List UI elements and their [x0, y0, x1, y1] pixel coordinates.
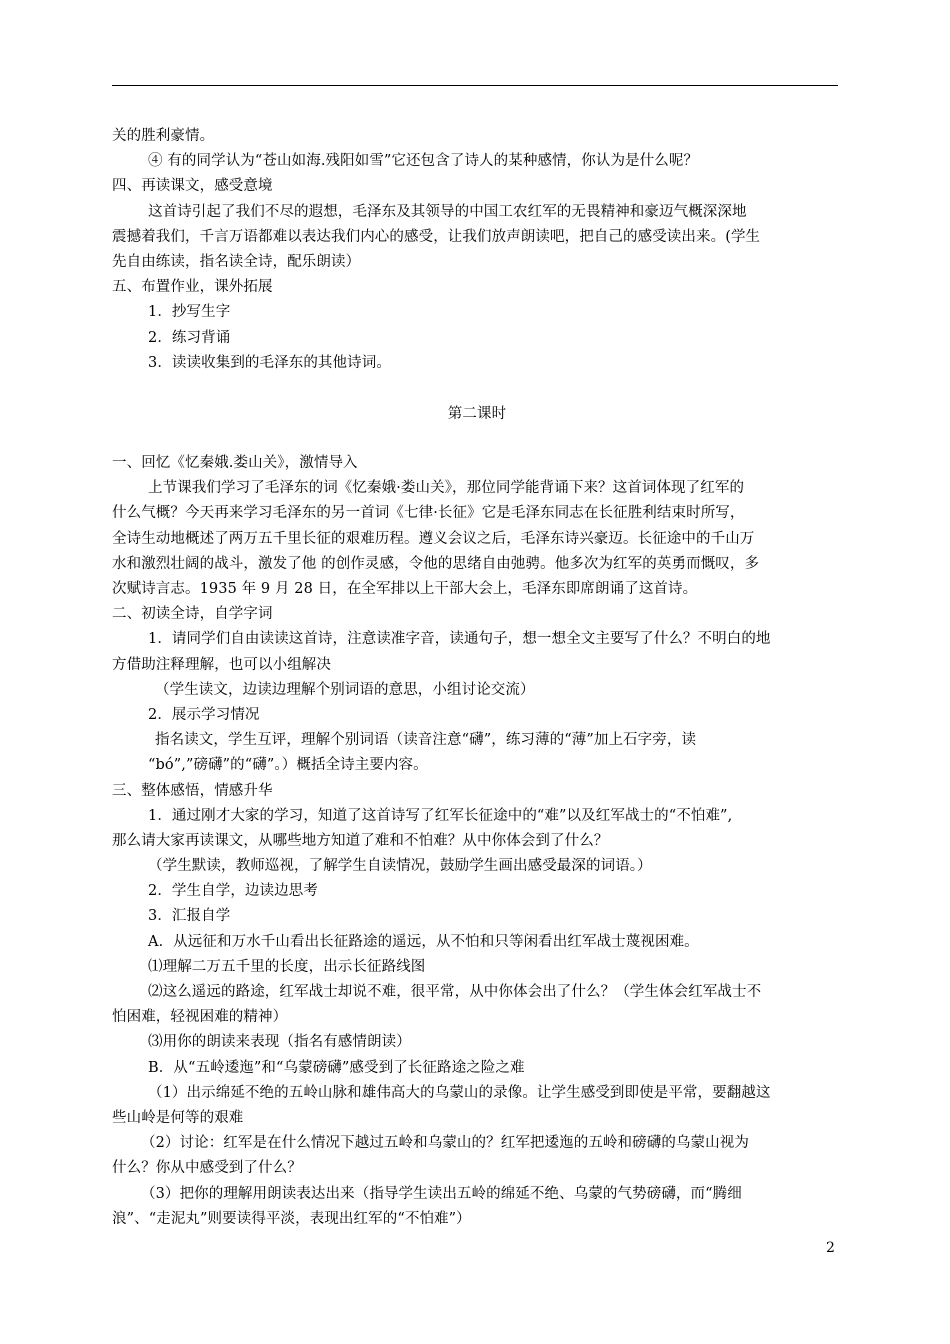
text-line: 水和激烈壮阔的战斗，激发了他 的创作灵感，令他的思绪自由弛骋。他多次为红军的英勇而慨叹，多 [112, 555, 760, 572]
page-content [112, 124, 842, 1232]
text-line: 关的胜利豪情。 [112, 128, 215, 144]
text-line: 浪”、“走泥丸”则要读得平淡，表现出红军的“不怕难”） [112, 1210, 471, 1227]
list-item: 3．汇报自学 [148, 908, 231, 925]
list-item: ⑵这么遥远的路途，红军战士却说不难，很平常，从中你体会出了什么？（学生体会红军战士不 [148, 984, 762, 1000]
section-heading: 四、再读课文，感受意境 [112, 178, 273, 195]
header-rule [112, 85, 838, 86]
note-line: （学生读文，边读边理解个别词语的意思，小组讨论交流） [155, 681, 535, 698]
text-line: “bó”,”磅礴”的“礴”。）概括全诗主要内容。 [148, 757, 428, 774]
text-line: 震撼着我们，千言万语都难以表达我们内心的感受，让我们放声朗读吧，把自己的感受读出来。(学生 [112, 228, 761, 245]
text-line: 上节课我们学习了毛泽东的词《忆秦娥·娄山关》，那位同学能背诵下来？这首词体现了红军的 [148, 480, 745, 497]
list-item: 3．读读收集到的毛泽东的其他诗词。 [148, 354, 391, 371]
list-item: （1）出示绵延不绝的五岭山脉和雄伟高大的乌蒙山的录像。让学生感受到即使是平常，要翻越这 [148, 1084, 771, 1101]
list-item: ⑴理解二万五千里的长度，出示长征路线图 [148, 958, 426, 975]
list-item: B．从“五岭逶迤”和“乌蒙磅礴”感受到了长征路途之险之难 [148, 1059, 525, 1076]
text-line: 怕困难，轻视困难的精神） [112, 1009, 288, 1026]
section-heading: 三、整体感悟，情感升华 [112, 782, 273, 799]
note-line: （学生默读，教师巡视，了解学生自读情况，鼓励学生画出感受最深的词语。） [148, 858, 652, 875]
list-item: ⑶用你的朗读来表现（指名有感情朗读） [148, 1034, 411, 1051]
list-item: 2．练习背诵 [148, 329, 231, 346]
list-item: （3）把你的理解用朗读表达出来（指导学生读出五岭的绵延不绝、乌蒙的气势磅礴，而“腾细 [141, 1185, 742, 1202]
list-item: 1．请同学们自由读读这首诗，注意读准字音，读通句子，想一想全文主要写了什么？不明白的地 [148, 631, 771, 648]
section-heading: 二、初读全诗，自学字词 [112, 606, 273, 623]
list-item: A．从远征和万水千山看出长征路途的遥远，从不怕和只等闲看出红军战士蔑视困难。 [148, 933, 699, 950]
section-heading: 一、回忆《忆秦娥.娄山关》，激情导入 [112, 455, 358, 472]
list-item: 1．通过刚才大家的学习，知道了这首诗写了红军长征途中的“难”以及红军战士的“不怕难”, [148, 807, 733, 824]
list-item: （2）讨论：红军是在什么情况下越过五岭和乌蒙山的？红军把逶迤的五岭和磅礴的乌蒙山视为 [141, 1135, 749, 1152]
text-line: 先自由练读，指名读全诗，配乐朗读） [112, 253, 361, 270]
text-line: 指名读文，学生互评，理解个别词语（读音注意“礴”，练习薄的“薄”加上石字旁，读 [155, 732, 697, 749]
text-line: 些山岭是何等的艰难 [112, 1109, 244, 1126]
list-item: 2．学生自学，边读边思考 [148, 883, 318, 900]
text-line: 什么气概？今天再来学习毛泽东的另一首词《七律·长征》它是毛泽东同志在长征胜利结束时所写， [112, 505, 745, 522]
text-line: 这首诗引起了我们不尽的遐想，毛泽东及其领导的中国工农红军的无畏精神和豪迈气概深深地 [148, 203, 747, 220]
list-item: 1．抄写生字 [148, 304, 231, 321]
list-item: 2．展示学习情况 [148, 706, 260, 723]
text-line: 方借助注释理解，也可以小组解决 [112, 656, 331, 673]
text-line: 那么请大家再读课文，从哪些地方知道了难和不怕难？从中你体会到了什么？ [112, 832, 609, 849]
text-line: 次赋诗言志。1935 年 9 月 28 日，在全军排以上干部大会上，毛泽东即席朗诵了这首诗。 [112, 581, 698, 597]
question-line: ④ 有的同学认为“苍山如海.残阳如雪”它还包含了诗人的某种感情，你认为是什么呢？ [148, 153, 699, 170]
text-line: 全诗生动地概述了两万五千里长征的艰难历程。遵义会议之后，毛泽东诗兴豪迈。长征途中的千山万 [112, 530, 755, 547]
page-number: 2 [826, 1240, 835, 1256]
section-heading: 五、布置作业，课外拓展 [112, 279, 273, 296]
lesson-title: 第二课时 [447, 405, 507, 422]
text-line: 什么？你从中感受到了什么？ [112, 1160, 302, 1177]
